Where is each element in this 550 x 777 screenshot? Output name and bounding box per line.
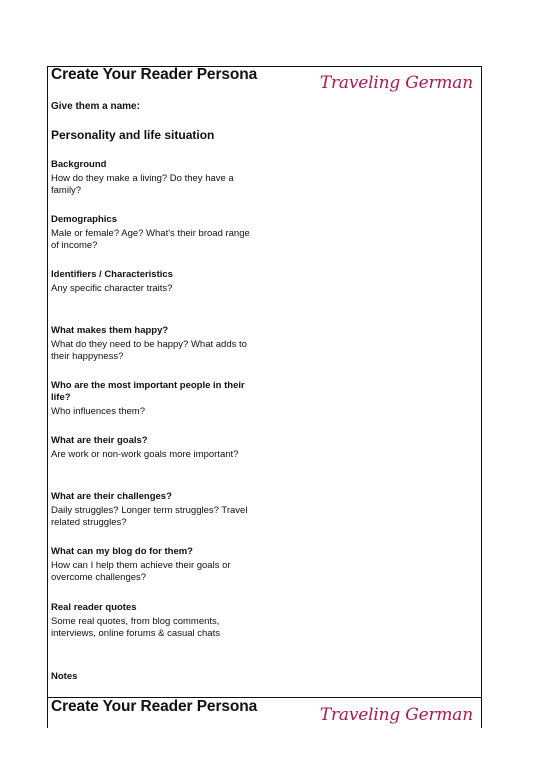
- brand-logo: Traveling German: [319, 73, 473, 93]
- section-heading: What are their challenges?: [51, 491, 172, 502]
- section-heading: Background: [51, 159, 107, 170]
- section-description: Some real quotes, from blog comments, interviews, online forums & casual chats: [51, 616, 220, 639]
- section-heading: What can my blog do for them?: [51, 546, 193, 557]
- section-description: Any specific character traits?: [51, 283, 173, 294]
- section-description: What do they need to be happy? What adds to their happyness?: [51, 339, 247, 362]
- section-description: How do they make a living? Do they have a family?: [51, 173, 234, 196]
- page-title: Create Your Reader Persona: [51, 66, 258, 83]
- notes-label: Notes: [51, 671, 78, 682]
- section-demographics: [51, 214, 251, 252]
- persona-worksheet: [47, 66, 482, 698]
- section-heading: Real reader quotes: [51, 602, 137, 613]
- section-challenges: [51, 491, 251, 529]
- section-important-people: [51, 380, 251, 418]
- section-heading: Who are the most important people in their life?: [51, 380, 245, 403]
- name-label: Give them a name:: [51, 101, 140, 112]
- section-goals: [51, 435, 251, 461]
- section-description: Male or female? Age? What's their broad range of income?: [51, 228, 250, 251]
- section-heading: What makes them happy?: [51, 325, 169, 336]
- section-heading: What are their goals?: [51, 435, 148, 446]
- section-title: Personality and life situation: [51, 128, 215, 142]
- section-description: Are work or non-work goals more important?: [51, 449, 239, 460]
- section-reader-quotes: [51, 602, 251, 640]
- section-heading: Demographics: [51, 214, 117, 225]
- section-blog-help: [51, 546, 251, 584]
- brand-logo: Traveling German: [319, 705, 473, 725]
- section-happiness: [51, 325, 251, 363]
- section-description: Who influences them?: [51, 406, 145, 417]
- section-heading: Identifiers / Characteristics: [51, 269, 173, 280]
- section-identifiers: [51, 269, 251, 295]
- page-title: Create Your Reader Persona: [51, 698, 258, 715]
- next-page-header: [47, 698, 482, 728]
- section-description: How can I help them achieve their goals or overcome challenges?: [51, 560, 231, 583]
- section-description: Daily struggles? Longer term struggles? Travel related struggles?: [51, 505, 248, 528]
- section-background: [51, 159, 251, 197]
